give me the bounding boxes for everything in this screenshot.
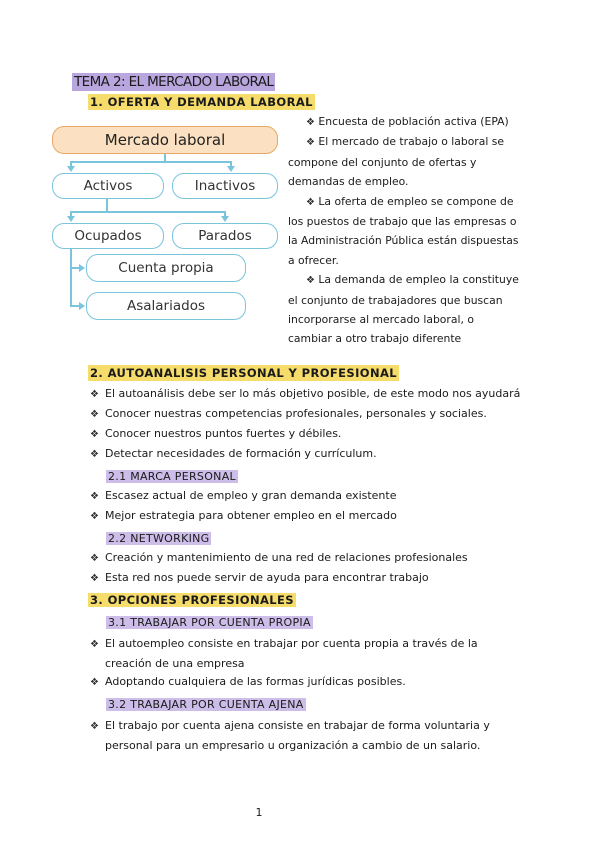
list-item: ❖ Mejor estrategia para obtener empleo en el mercado	[90, 509, 397, 522]
list-item: ❖ Detectar necesidades de formación y currículum.	[90, 447, 377, 460]
bullet-diamond-icon: ❖	[306, 137, 315, 149]
bullet-diamond-icon: ❖	[306, 275, 315, 287]
list-item: ❖ Creación y mantenimiento de una red de relaciones profesionales	[90, 551, 468, 564]
bullet-diamond-icon: ❖	[90, 409, 99, 420]
text-line: a ofrecer.	[288, 253, 339, 267]
list-item: ❖ El mercado de trabajo o laboral se	[306, 135, 505, 149]
list-item: ❖ Escasez actual de empleo y gran demanda existente	[90, 489, 397, 502]
section-1-heading: 1. OFERTA Y DEMANDA LABORAL	[90, 95, 313, 109]
diagram-activos-box: Activos	[52, 173, 164, 199]
bullet-diamond-icon: ❖	[90, 429, 99, 440]
arrow-down-icon	[67, 216, 75, 222]
text-line: los puestos de trabajo que las empresas o	[288, 215, 517, 229]
subsection-3-1-heading: 3.1 TRABAJAR POR CUENTA PROPIA	[108, 616, 311, 629]
text-line: cambiar a otro trabajo diferente	[288, 332, 462, 346]
list-item: ❖ El autoempleo consiste en trabajar por cuenta propia a través de la creación de una empresa	[90, 637, 478, 670]
page-number: 1	[255, 806, 263, 819]
arrow-down-icon	[221, 216, 229, 222]
diagram-asalariados-box: Asalariados	[86, 292, 246, 320]
list-item: ❖ Adoptando cualquiera de las formas jurídicas posibles.	[90, 675, 406, 688]
arrow-down-icon	[227, 166, 235, 172]
bullet-diamond-icon: ❖	[90, 389, 99, 400]
bullet-diamond-icon: ❖	[90, 553, 99, 564]
list-item: ❖ La demanda de empleo la constituye	[306, 273, 519, 287]
subsection-2-2-heading: 2.2 NETWORKING	[108, 532, 210, 545]
bullet-diamond-icon: ❖	[306, 117, 315, 128]
section-3-heading: 3. OPCIONES PROFESIONALES	[90, 593, 294, 607]
list-item: ❖ Esta red nos puede servir de ayuda para encontrar trabajo	[90, 571, 429, 584]
text-line: compone del conjunto de ofertas y	[288, 155, 477, 169]
list-item: ❖ La oferta de empleo se compone de	[306, 194, 514, 208]
bullet-diamond-icon: ❖	[90, 491, 99, 502]
bullet-diamond-icon: ❖	[90, 639, 99, 650]
section-1-text	[288, 112, 550, 349]
arrow-right-icon	[79, 302, 85, 310]
arrow-down-icon	[67, 166, 75, 172]
bullet-diamond-icon: ❖	[90, 511, 99, 522]
list-item: ❖ Encuesta de población activa (EPA)	[306, 115, 509, 128]
section-2-heading: 2. AUTOANALISIS PERSONAL Y PROFESIONAL	[90, 366, 397, 380]
diagram-root-box: Mercado laboral	[52, 126, 278, 154]
arrow-right-icon	[79, 264, 85, 272]
diagram-connector	[70, 161, 232, 163]
subsection-3-2-heading: 3.2 TRABAJAR POR CUENTA AJENA	[108, 698, 304, 711]
list-item: ❖ Conocer nuestros puntos fuertes y débiles.	[90, 427, 342, 440]
labor-market-diagram	[50, 120, 280, 325]
subsection-2-1-heading: 2.1 MARCA PERSONAL	[108, 470, 236, 483]
diagram-ocupados-box: Ocupados	[52, 223, 164, 249]
bullet-diamond-icon: ❖	[90, 449, 99, 460]
page-title: TEMA 2: EL MERCADO LABORAL	[74, 74, 274, 90]
bullet-diamond-icon: ❖	[90, 677, 99, 688]
text-line: la Administración Pública están dispuestas	[288, 234, 519, 248]
bullet-diamond-icon: ❖	[90, 721, 99, 732]
text-line: demandas de empleo.	[288, 175, 409, 189]
list-item: ❖ Conocer nuestras competencias profesionales, personales y sociales.	[90, 407, 487, 420]
diagram-connector	[70, 211, 226, 213]
section-2-content	[90, 386, 560, 755]
bullet-diamond-icon: ❖	[306, 196, 315, 208]
bullet-diamond-icon: ❖	[90, 573, 99, 584]
diagram-cuenta-propia-box: Cuenta propia	[86, 254, 246, 282]
diagram-parados-box: Parados	[172, 223, 278, 249]
diagram-connector	[70, 249, 72, 306]
list-item: ❖ El autoanálisis debe ser lo más objetivo posible, de este modo nos ayudará	[90, 387, 521, 400]
diagram-inactivos-box: Inactivos	[172, 173, 278, 199]
text-line: el conjunto de trabajadores que buscan	[288, 293, 503, 307]
text-line: incorporarse al mercado laboral, o	[288, 313, 474, 327]
list-item: ❖ El trabajo por cuenta ajena consiste en trabajar de forma voluntaria y personal para un empresario u organización a cambio de un salario.	[90, 719, 490, 752]
